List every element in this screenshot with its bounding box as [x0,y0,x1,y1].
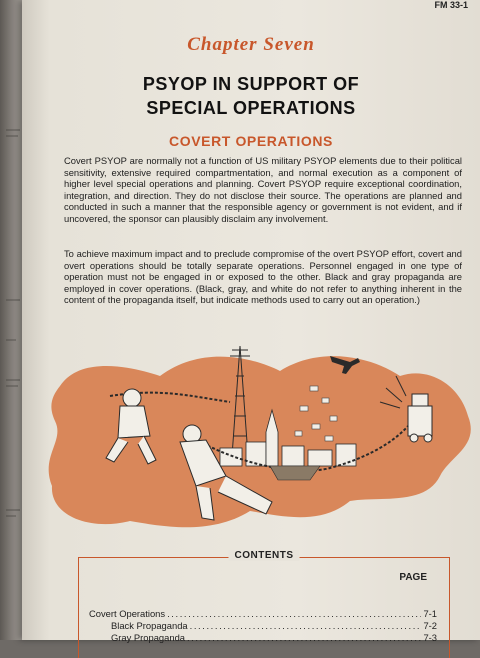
title-line-1: PSYOP IN SUPPORT OF [142,74,360,94]
toc-item-page: 7-3 [423,632,437,643]
toc-item-black-propaganda[interactable] [89,620,437,631]
document-page [22,0,480,643]
previous-page-marks [4,40,24,600]
section-heading: COVERT OPERATIONS [169,133,333,149]
page-title [22,72,480,120]
page-column-label: PAGE [399,572,427,583]
toc-item-label: Covert Operations [89,608,166,619]
toc-leader-dots [190,620,422,631]
chapter-label: Chapter Seven [187,34,315,55]
title-line-2: SPECIAL OPERATIONS [146,98,356,118]
paragraph-1: Covert PSYOP are normally not a function of US military PSYOP elements due to their political sensitivity, extensive required compartmentation, and normal execution as a component of higher level special operations and planning. Covert PSYOP require exceptional coordination, integration, and direction. They do not disclose their source. The operations are planned and conducted in such a manner that the responsible agency or government is not evident, and if uncovered, the sponsor can plausibly disclaim any involvement. [64,155,462,224]
toc-item-page: 7-2 [423,620,437,631]
contents-box [78,550,450,658]
contents-label: CONTENTS [229,550,300,561]
paragraph-2: To achieve maximum impact and to preclude compromise of the overt PSYOP effort, covert and overt operations should be totally separate operations. Personnel engaged in one type of operation must not be engaged in or exposed to the other. Black and gray propaganda are employed in cover operations. (Black, gray, and white do not refer to anything inherent in the content of the propaganda itself, but indicate methods used to carry out an operation.) [64,248,462,305]
document-id: FM 33-1 [434,0,468,10]
toc-item-gray-propaganda[interactable] [89,632,437,643]
illustration [40,326,480,544]
toc-leader-dots [167,608,421,619]
toc-item-label: Gray Propaganda [111,632,186,643]
toc-item-covert-operations[interactable] [89,608,437,619]
toc-item-label: Black Propaganda [111,620,188,631]
toc-item-page: 7-1 [423,608,437,619]
toc-leader-dots [187,632,421,643]
